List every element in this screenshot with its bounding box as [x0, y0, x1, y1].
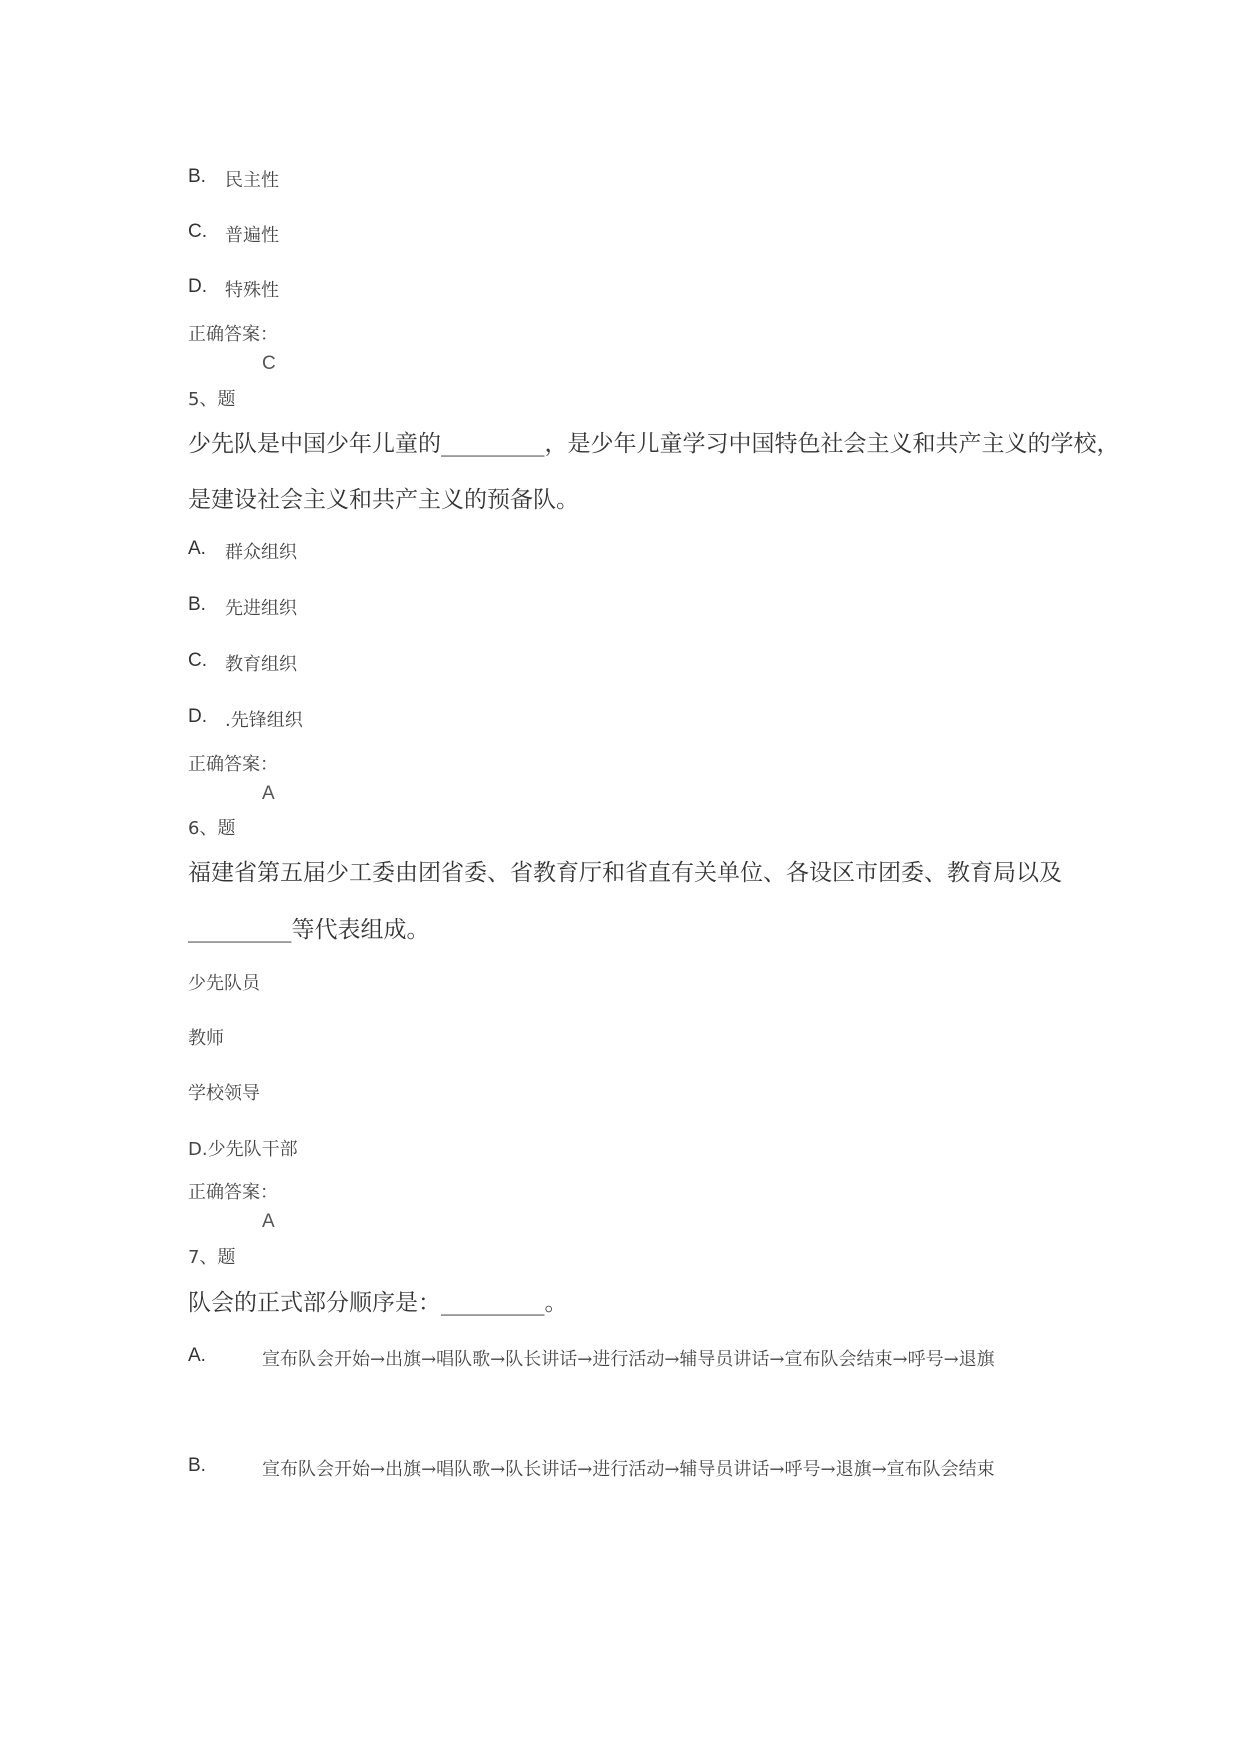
question-number: 5、题 [188, 389, 236, 410]
option-letter: D. [188, 706, 207, 727]
question-text: 少先队是中国少年儿童的_________，是少年儿童学习中国特色社会主义和共产主义的学校， [188, 431, 1120, 457]
answer-label: 正确答案： [188, 324, 278, 345]
answer-value: A [262, 1211, 275, 1232]
option-text: 学校领导 [188, 1083, 260, 1104]
answer-label: 正确答案： [188, 1182, 278, 1203]
option-text: 宣布队会开始→出旗→唱队歌→队长讲话→进行活动→辅导员讲话→呼号→退旗→宣布队会结束 [262, 1459, 995, 1480]
option-text: 民主性 [225, 170, 279, 191]
option-letter: C. [188, 650, 207, 671]
option-text: 宣布队会开始→出旗→唱队歌→队长讲话→进行活动→辅导员讲话→宣布队会结束→呼号→退旗 [262, 1349, 995, 1370]
option-text: 教师 [188, 1028, 224, 1049]
question-text: 队会的正式部分顺序是：_________。 [188, 1290, 568, 1316]
option-letter: C. [188, 221, 207, 242]
option-text: 教育组织 [225, 654, 297, 675]
answer-value: C [262, 353, 276, 374]
question-number: 6、题 [188, 818, 236, 839]
question-text: 福建省第五届少工委由团省委、省教育厅和省直有关单位、各设区市团委、教育局以及 [188, 860, 1062, 886]
option-text: D.少先队干部 [188, 1139, 298, 1160]
option-letter: A. [188, 538, 206, 559]
option-letter: A. [188, 1345, 206, 1366]
option-letter: B. [188, 1455, 206, 1476]
question-text: 是建设社会主义和共产主义的预备队。 [188, 487, 579, 513]
option-text: .先锋组织 [225, 710, 303, 731]
answer-value: A [262, 783, 275, 804]
question-number: 7、题 [188, 1247, 236, 1268]
option-letter: B. [188, 594, 206, 615]
option-text: 先进组织 [225, 598, 297, 619]
option-text: 群众组织 [225, 542, 297, 563]
answer-label: 正确答案： [188, 754, 278, 775]
question-text: _________等代表组成。 [188, 917, 430, 943]
option-text: 少先队员 [188, 973, 260, 994]
option-text: 普遍性 [225, 225, 279, 246]
option-letter: D. [188, 276, 207, 297]
option-text: 特殊性 [225, 280, 279, 301]
option-letter: B. [188, 166, 206, 187]
